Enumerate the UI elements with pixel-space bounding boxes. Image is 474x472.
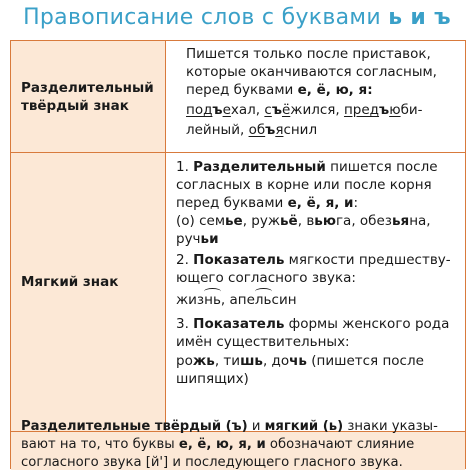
soft-sign-p3-examples: рожь, тишь, дочь (пишется после [176,353,424,369]
summary-line-3: согласного звука [й'] и последующего гласного звука. [21,455,403,470]
soft-sign-p3-line-2: имён существительных: [176,334,350,350]
soft-sign-label-cell [11,153,166,431]
rules-table [10,40,466,469]
soft-sign-p2-line-2: ющего согласного звука: [176,270,356,286]
soft-sign-p1-line-1: 1. Разделительный пишется после [176,159,438,175]
hard-sign-examples-2: лейный, объяснил [186,122,318,138]
soft-sign-p3-line-5: шипящих) [176,371,249,387]
hard-sign-row [11,41,465,152]
soft-sign-p3-line-1: 3. Показатель формы женского рода [176,316,450,332]
hard-sign-line-3: перед буквами е, ё, ю, я: [186,82,373,98]
summary-row [11,419,465,470]
soft-sign-p1-line-3: перед буквами е, ё, я, и: [176,195,359,211]
soft-sign-p2-examples: жизнь, апельсин [176,292,297,308]
soft-sign-p1-line-2: согласных в корне или после корня [176,177,432,193]
hard-sign-label: Разделительный твёрдый знак [21,80,154,114]
hard-sign-label-cell [11,41,166,152]
page-title [0,5,474,30]
hard-sign-rule-cell [166,41,465,152]
soft-sign-label: Мягкий знак [21,274,119,290]
summary-line-2: вают на то, что буквы е, ё, ю, я, и обозначают слияние [21,437,415,452]
soft-sign-p1-examples-2: ручьи [176,231,219,247]
soft-sign-rules-cell [166,153,465,431]
hard-sign-examples-1: подъехал, съёжился, предъюби- [186,102,423,118]
soft-sign-p2-line-1: 2. Показатель мягкости предшеству- [176,252,451,268]
title-letters: ь и ъ [388,5,451,30]
soft-sign-row [11,152,465,431]
hard-sign-line-1: Пишется только после приставок, [186,46,431,62]
soft-sign-p1-examples-1: (о) семье, ружьё, вьюга, обезьяна, [176,213,431,229]
summary-line-1: Разделительные твёрдый (ъ) и мягкий (ь) знаки указы- [21,419,438,434]
hard-sign-line-2: которые оканчиваются согласным, [186,64,437,80]
title-prefix: Правописание слов с буквами [23,5,381,30]
